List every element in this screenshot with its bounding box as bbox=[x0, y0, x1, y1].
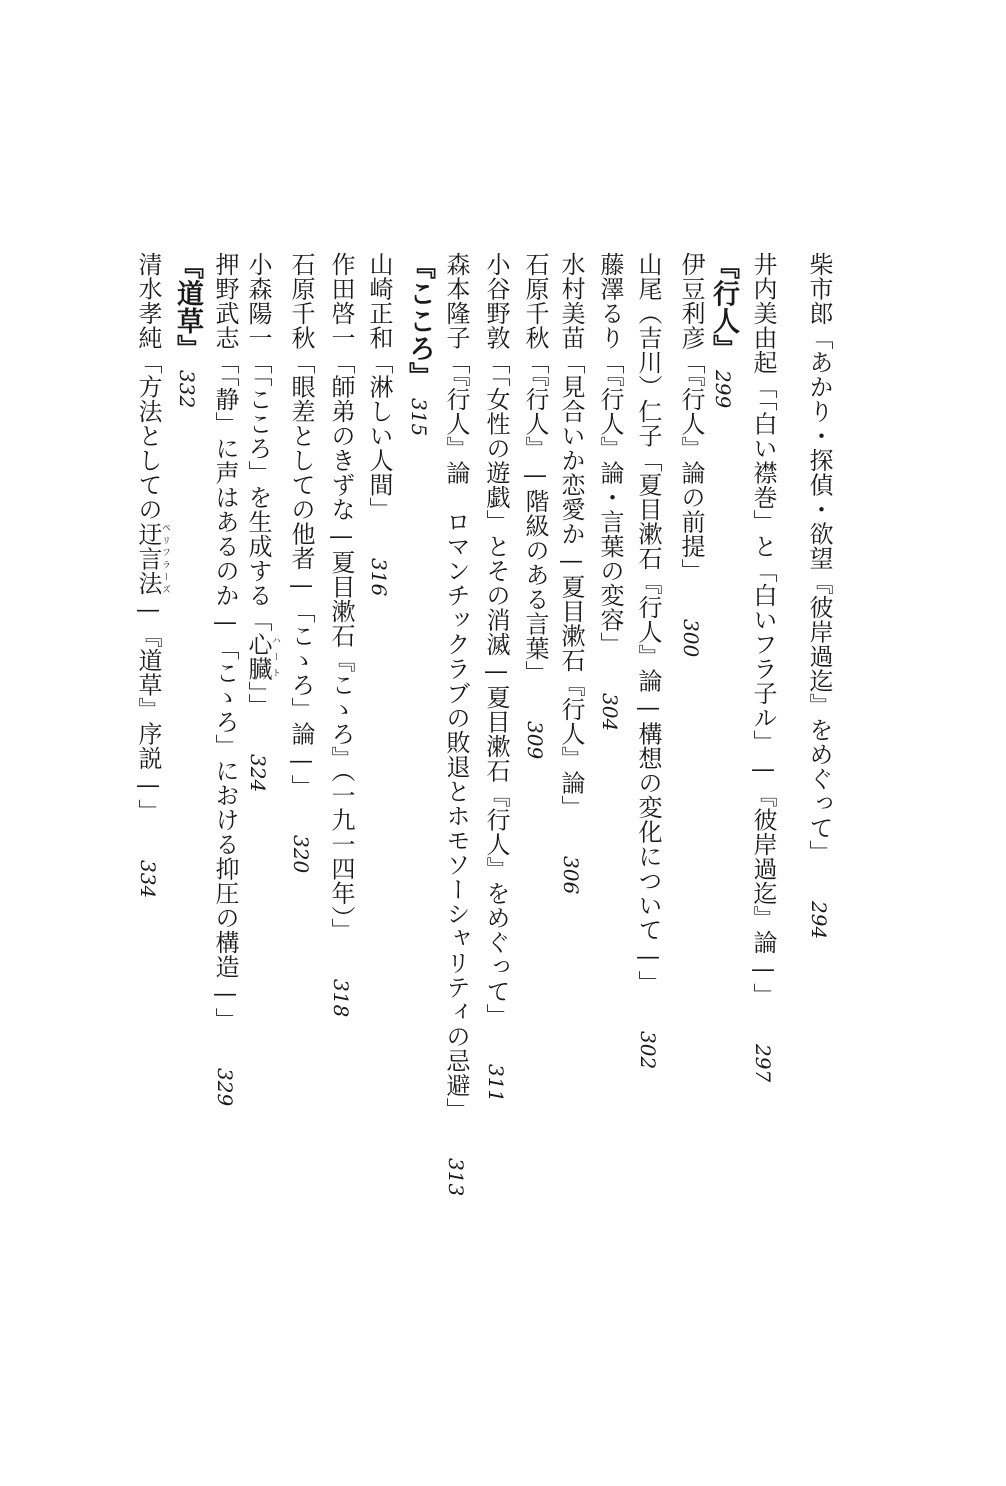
toc-entry-text-before: 小森陽一「「こころ」を生成する「 bbox=[244, 252, 272, 632]
toc-entry bbox=[631, 252, 665, 1069]
ruby-base: 心臓 bbox=[244, 632, 272, 681]
toc-entry-text: 山崎正和「淋しい人間」 bbox=[365, 252, 393, 522]
toc-entry-text: 山尾（吉川）仁子「夏目漱石『行人』論—構想の変化について—」 bbox=[634, 252, 662, 995]
page-number: 297 bbox=[751, 1043, 775, 1082]
toc-entry-text: 藤澤るり「『行人』論・言葉の変容」 bbox=[596, 252, 624, 657]
page-number: 318 bbox=[329, 978, 353, 1017]
toc-entry bbox=[324, 252, 358, 1017]
toc-entry bbox=[246, 252, 280, 792]
page-number: 332 bbox=[175, 370, 199, 409]
toc-entry-text: 森本隆子「『行人』論 ロマンチックラブの敗退とホモソーシャリティの忌避」 bbox=[442, 252, 470, 1122]
toc-entry-text: 作田啓一「師弟のきずな—夏目漱石『こゝろ』（一九一四年）」 bbox=[327, 252, 355, 943]
toc-entry-text: 水村美苗「見合いか恋愛か—夏目漱石『行人』論」 bbox=[557, 252, 585, 820]
toc-entry bbox=[554, 252, 588, 894]
page-number: 334 bbox=[136, 859, 160, 898]
toc-entry-text: 伊豆利彦「『行人』論の前提」 bbox=[677, 252, 705, 583]
page-number: 320 bbox=[289, 835, 313, 874]
page-number: 306 bbox=[559, 855, 583, 894]
page-number: 315 bbox=[407, 397, 431, 436]
toc-entry bbox=[746, 252, 780, 1082]
section-title: 『こころ』 bbox=[404, 252, 435, 390]
toc-entry bbox=[593, 252, 627, 731]
page-number: 299 bbox=[711, 370, 735, 409]
toc-entry-text-after: —『道草』序説—」 bbox=[134, 595, 162, 824]
ruby-reading: ハート bbox=[270, 632, 280, 681]
toc-entry bbox=[479, 252, 513, 1102]
section-heading bbox=[402, 252, 436, 436]
page-number: 300 bbox=[679, 619, 703, 658]
page-number: 309 bbox=[523, 721, 547, 760]
toc-entry-text: 柴市郎「あかり・探偵・欲望『彼岸過迄』をめぐって」 bbox=[805, 252, 833, 865]
toc-entry bbox=[518, 252, 552, 759]
page-number: 311 bbox=[484, 1064, 508, 1103]
ruby-reading: ペリフラーズ bbox=[160, 521, 170, 595]
page-number: 294 bbox=[807, 900, 831, 939]
page-number: 302 bbox=[636, 1031, 660, 1070]
toc-entry bbox=[802, 252, 836, 939]
toc-entry-text: 石原千秋「『行人』—階級のある言葉」 bbox=[521, 252, 549, 685]
toc-entry bbox=[284, 252, 318, 873]
toc-entry-text-after: 」」 bbox=[244, 681, 272, 718]
toc-entry-text: 井内美由起「「白い襟巻」と「白いフラ子ル」—『彼岸過迄』論—」 bbox=[749, 252, 777, 1008]
section-heading bbox=[706, 252, 740, 408]
toc-entry-text: 小谷野敦「「女性の遊戯」とその消滅—夏目漱石『行人』をめぐって」 bbox=[482, 252, 510, 1028]
toc-entry-text: 押野武志「「静」に声はあるのか—「こゝろ」における抑圧の構造—」 bbox=[211, 252, 239, 1032]
toc-entry bbox=[439, 252, 473, 1196]
section-heading bbox=[170, 252, 204, 408]
page-number: 304 bbox=[598, 692, 622, 731]
page-number: 316 bbox=[367, 557, 391, 596]
toc-entry-text: 石原千秋「眼差としての他者—「こゝろ」論—」 bbox=[287, 252, 315, 799]
toc-entry bbox=[208, 252, 242, 1106]
page-number: 329 bbox=[213, 1068, 237, 1107]
ruby-base: 迂言法 bbox=[134, 521, 162, 595]
toc-entry-text-before: 清水孝純「方法としての bbox=[134, 252, 162, 522]
toc-entry bbox=[362, 252, 396, 596]
toc-entry bbox=[136, 252, 170, 898]
page-number: 313 bbox=[444, 1158, 468, 1197]
ruby-annotation bbox=[134, 521, 170, 596]
toc-entry bbox=[674, 252, 708, 657]
page-number: 324 bbox=[246, 754, 270, 793]
section-title: 『行人』 bbox=[708, 252, 739, 362]
section-title: 『道草』 bbox=[172, 252, 203, 362]
ruby-annotation bbox=[244, 632, 280, 681]
